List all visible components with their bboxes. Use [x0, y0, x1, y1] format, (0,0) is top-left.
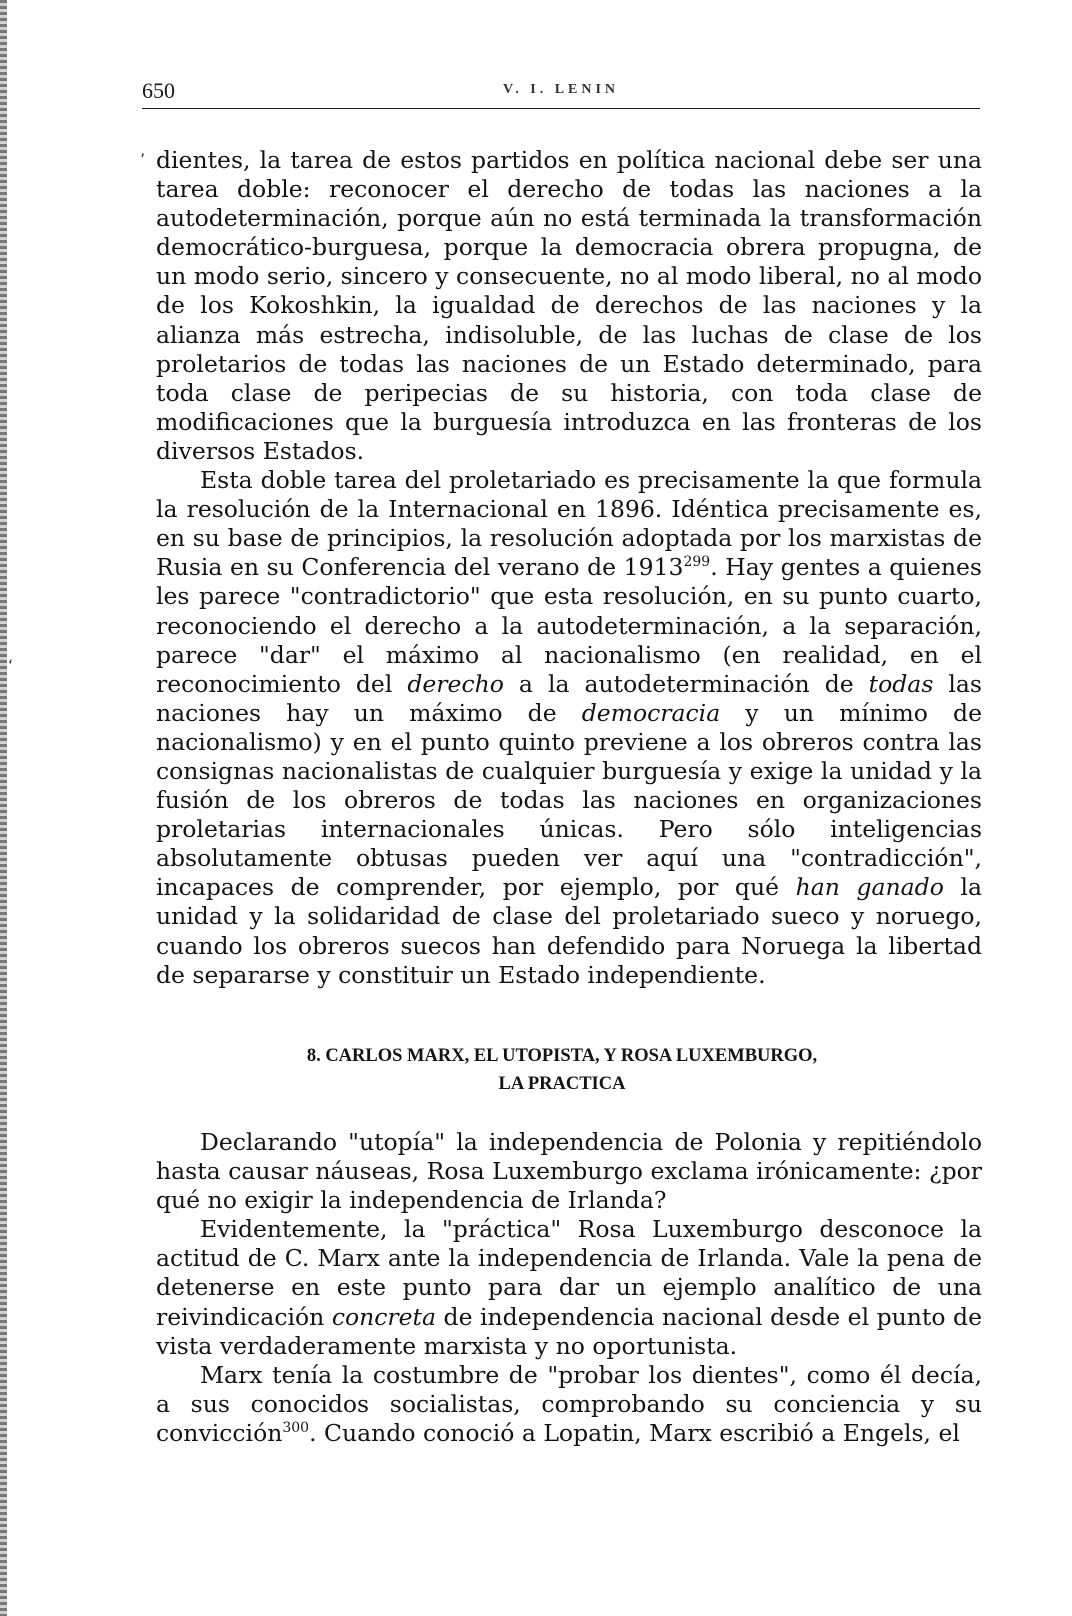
scan-mark: ‘: [8, 656, 14, 675]
emphasis-todas: todas: [868, 669, 934, 698]
section-heading: [142, 1042, 982, 1098]
paragraph-marx: Marx tenía la costumbre de "probar los dientes", como él decía, a sus conocidos socialistas, comprobando su conciencia y su convicción$^{300}$. Cuando conoció a Lopatin, Marx escribió a Engels, el: [156, 1360, 982, 1447]
paragraph-declarando: Declarando "utopía" la independencia de Polonia y repitiéndolo hasta causar náuseas, Rosa Luxemburgo exclama irónicamente: ¿por qué no exigir la independencia de Irlanda?: [156, 1128, 982, 1215]
page-header: [142, 76, 980, 109]
footnote-ref-299: 299: [683, 554, 711, 571]
footnote-ref-300: 300: [282, 1419, 310, 1436]
section-text-block: [156, 1128, 982, 1448]
emphasis-concreta: concreta: [331, 1302, 437, 1331]
section-heading-line-2: LA PRACTICA: [498, 1074, 626, 1094]
running-head: V. I. LENIN: [502, 82, 620, 97]
emphasis-democracia: democracia: [581, 698, 721, 727]
emphasis-han-ganado: han ganado: [795, 873, 944, 902]
scan-edge-border: [0, 0, 7, 1616]
page-number: 650: [142, 78, 175, 103]
emphasis-derecho: derecho: [407, 669, 504, 698]
paragraph-doble-tarea: Esta doble tarea del proletariado es precisamente la que formula la resolución de la Internacional en 1896. Idéntica precisamente es, en su base de principios, la resolución adoptada por los marxistas de Rusia en su Conferencia del verano de 1913$^{299}$. Hay gentes a quienes les parece "contradictorio" que esta resolución, en su punto cuarto, reconociendo el derecho a la autodeterminación, a la separación, parece "dar" el máximo al nacionalismo (en realidad, en el reconocimiento del derecho a la autodeterminación de todas las naciones hay un máximo de democracia y un mínimo de nacionalismo) y en el punto quinto previene a los obreros contra las consignas nacionalistas de cualquier burguesía y exige la unidad y la fusión de los obreros de todas las naciones en organizaciones proletarias internacionales únicas. Pero sólo inteligencias absolutamente obtusas pueden ver aquí una "contradicción", incapaces de comprender, por ejemplo, por qué han ganado la unidad y la solidaridad de clase del proletariado sueco y noruego, cuando los obreros suecos han defendido para Noruega la libertad de separarse y constituir un Estado independiente.: [156, 466, 983, 989]
paragraph-continuation: dientes, la tarea de estos partidos en política nacional debe ser una tarea doble: reconocer el derecho de todas las naciones a la autodeterminación, porque aún no está terminada la transformación democrático-burguesa, porque la democracia obrera propugna, de un modo serio, sincero y consecuente, no al modo liberal, no al modo de los Kokoshkin, la igualdad de derechos de las naciones y la alianza más estrecha, indisoluble, de las luchas de clase de los proletarios de todas las naciones de un Estado determinado, para toda clase de peripecias de su historia, con toda clase de modificaciones que la burguesía introduzca en las fronteras de los diversos Estados.: [156, 146, 982, 465]
main-text-block: [156, 146, 982, 990]
section-heading-line-1: 8. CARLOS MARX, EL UTOPISTA, Y ROSA LUXEMBURGO,: [306, 1046, 818, 1066]
paragraph-evidentemente: Evidentemente, la "práctica" Rosa Luxemburgo desconoce la actitud de C. Marx ante la independencia de Irlanda. Vale la pena de detenerse en este punto para dar un ejemplo analítico de una reivindicación concreta de independencia nacional desde el punto de vista verdaderamente marxista y no oportunista.: [156, 1215, 982, 1360]
scan-mark: ’: [140, 150, 146, 169]
